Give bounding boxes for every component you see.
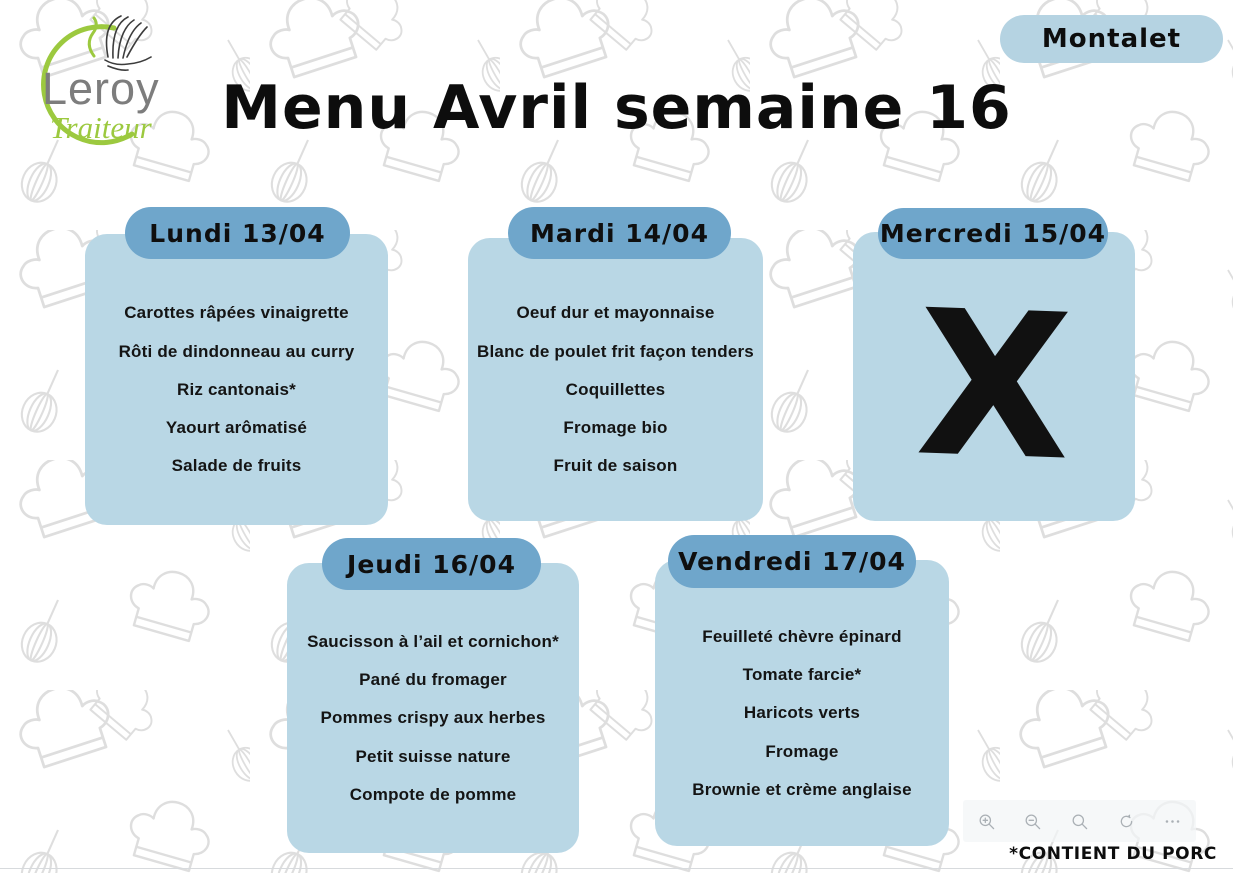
- rotate-icon: [1117, 812, 1136, 831]
- menu-item: Yaourt arômatisé: [165, 418, 308, 438]
- day-header-mardi: [508, 207, 731, 259]
- menu-item: Feuilleté chèvre épinard: [702, 626, 902, 646]
- logo-tagline-text: Traiteur: [50, 110, 152, 145]
- menu-item: Pané du fromager: [359, 670, 507, 690]
- menu-item: Fromage bio: [563, 418, 668, 438]
- day-header-label: Mercredi 15/04: [879, 219, 1107, 248]
- day-header-label: Mardi 14/04: [530, 218, 709, 248]
- day-card-lundi: [85, 234, 388, 525]
- menu-item: Brownie et crème anglaise: [692, 779, 912, 799]
- menu-item: Salade de fruits: [171, 456, 302, 476]
- day-header-mercredi: [878, 208, 1108, 259]
- site-badge-label: Montalet: [1041, 24, 1182, 54]
- menu-items-jeudi: [292, 591, 574, 845]
- menu-item: Blanc de poulet frit façon tenders: [477, 341, 754, 361]
- zoom-out-button[interactable]: [1021, 810, 1044, 833]
- menu-items-lundi: [90, 262, 383, 517]
- search-button[interactable]: [1068, 810, 1091, 833]
- menu-item: Oeuf dur et mayonnaise: [516, 303, 715, 323]
- closed-day-content: [858, 260, 1130, 513]
- image-viewer-toolbar: [963, 800, 1196, 842]
- rotate-button[interactable]: [1115, 810, 1138, 833]
- menu-item: Pommes crispy aux herbes: [320, 708, 546, 728]
- more-options-icon: [1163, 812, 1182, 831]
- day-card-jeudi: [287, 563, 579, 853]
- more-options-button[interactable]: [1161, 810, 1184, 833]
- day-card-mardi: [468, 238, 763, 521]
- menu-item: Saucisson à l’ail et cornichon*: [307, 631, 559, 651]
- day-header-jeudi: [322, 538, 541, 590]
- menu-item: Petit suisse nature: [355, 746, 511, 766]
- zoom-in-icon: [977, 812, 996, 831]
- menu-item: Tomate farcie*: [742, 665, 862, 685]
- menu-item: Riz cantonais*: [177, 379, 296, 399]
- menu-item: Compote de pomme: [349, 784, 517, 804]
- zoom-in-button[interactable]: [975, 810, 998, 833]
- logo-brand-text: Leroy: [42, 63, 160, 114]
- menu-item: Coquillettes: [565, 379, 666, 399]
- zoom-out-icon: [1023, 812, 1042, 831]
- day-header-label: Jeudi 16/04: [347, 549, 516, 579]
- day-header-vendredi: [668, 535, 916, 588]
- menu-item: Rôti de dindonneau au curry: [118, 341, 355, 361]
- day-header-lundi: [125, 207, 350, 259]
- page-title: Menu Avril semaine 16: [221, 73, 1012, 143]
- search-icon: [1070, 812, 1089, 831]
- leroy-traiteur-logo: [8, 0, 243, 172]
- menu-item: Fromage: [765, 741, 839, 761]
- day-header-label: Vendredi 17/04: [678, 547, 906, 576]
- closed-x-mark: X: [912, 266, 1076, 506]
- pork-footnote: *CONTIENT DU PORC: [1009, 844, 1217, 864]
- day-card-vendredi: [655, 560, 949, 846]
- menu-item: Fruit de saison: [553, 456, 678, 476]
- day-header-label: Lundi 13/04: [149, 218, 326, 248]
- logo-steam-icon: [89, 18, 96, 56]
- menu-item: Carottes râpées vinaigrette: [124, 303, 349, 323]
- menu-items-mardi: [473, 266, 758, 513]
- site-badge: [1000, 15, 1223, 63]
- menu-item: Haricots verts: [743, 703, 861, 723]
- day-card-mercredi: [853, 232, 1135, 521]
- poster-bottom-edge: [0, 868, 1233, 869]
- menu-items-vendredi: [660, 588, 944, 838]
